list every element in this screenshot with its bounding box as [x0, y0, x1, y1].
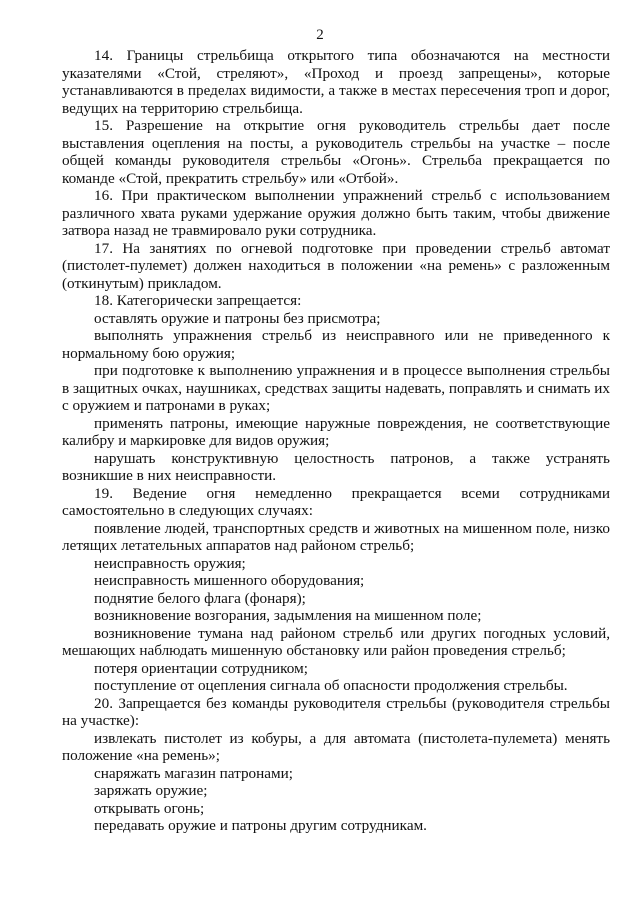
list-item: открывать огонь; — [94, 799, 205, 817]
paragraph-14: 14. Границы стрельбища открытого типа обозначаются на местности указателями «Стой, стреляют», «Проход и проезд запрещены», которые устанавливаются в пределах видимости, а также в местах пересечения троп и дорог, ведущих на территорию стрельбища. — [62, 47, 610, 117]
list-item: извлекать пистолет из кобуры, а для автомата (пистолета-пулемета) менять положение «на ремень»; — [62, 729, 610, 764]
list-item: поступление от оцепления сигнала об опасности продолжения стрельбы. — [94, 677, 568, 694]
list-item: неисправность оружия; — [94, 554, 246, 572]
list-item: появление людей, транспортных средств и животных на мишенном поле, низко летящих летательных аппаратов над районом стрельб; — [62, 519, 610, 554]
paragraph-18-heading: 18. Категорически запрещается: — [94, 292, 302, 309]
paragraph-17: 17. На занятиях по огневой подготовке при проведении стрельб автомат (пистолет-пулемет) должен находиться в положении «на ремень» с разложенным (откинутым) прикладом. — [62, 239, 610, 292]
list-item: передавать оружие и патроны другим сотрудникам. — [94, 817, 427, 834]
paragraph-16: 16. При практическом выполнении упражнений стрельб с использованием различного хвата руками удержание оружия должно быть таким, чтобы движение затвора назад не травмировало руки сотрудника. — [62, 187, 610, 239]
list-item: поднятие белого флага (фонаря); — [94, 589, 306, 607]
list-item: при подготовке к выполнению упражнения и в процессе выполнения стрельбы в защитных очках, наушниках, средствах защиты надевать, поправлять и снимать их с оружием и патронами в руках; — [62, 362, 610, 414]
list-item: возникновение тумана над районом стрельб или других погодных условий, мешающих наблюдать мишенную обстановку или район проведения стрельб; — [62, 624, 610, 659]
list-item: нарушать конструктивную целостность патронов, а также устранять возникшие в них неисправности. — [62, 449, 610, 484]
document-body — [62, 47, 610, 835]
paragraph-15: 15. Разрешение на открытие огня руководитель стрельбы дает после выставления оцепления на посты, а руководитель стрельбы на участке – после общей команды руководителя стрельбы «Огонь». Стрельба прекращается по команде «Стой, прекратить стрельбу» или «Отбой». — [62, 117, 610, 187]
paragraph-19-heading: 19. Ведение огня немедленно прекращается всеми сотрудниками самостоятельно в следующих случаях: — [62, 484, 610, 519]
list-item: заряжать оружие; — [94, 782, 208, 799]
list-item: возникновение возгорания, задымления на мишенном поле; — [94, 607, 482, 624]
list-item: применять патроны, имеющие наружные повреждения, не соответствующие калибру и маркировке для видов оружия; — [62, 414, 610, 449]
list-item: потеря ориентации сотрудником; — [94, 659, 308, 677]
list-item: выполнять упражнения стрельб из неисправного или не приведенного к нормальному бою оружия; — [62, 327, 610, 362]
list-item: снаряжать магазин патронами; — [94, 764, 293, 782]
page-number: 2 — [316, 27, 324, 43]
paragraph-20-heading: 20. Запрещается без команды руководителя стрельбы (руководителя стрельбы на участке): — [62, 694, 610, 729]
list-item: неисправность мишенного оборудования; — [94, 572, 365, 589]
list-item: оставлять оружие и патроны без присмотра; — [94, 309, 381, 327]
